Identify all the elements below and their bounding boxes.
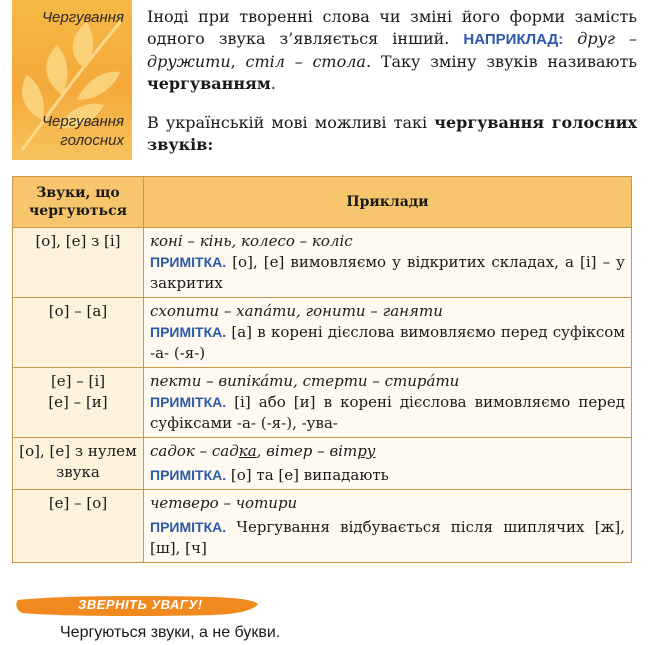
sound-cell: [е] – [о] [13,490,144,563]
sound-cell: [о], [е] з нулем звука [13,438,144,490]
sound-cell: [е] – [і] [е] – [и] [13,368,144,438]
example-cell: пекти – випікáти, стерти – стирáти ПРИМІТКА. [і] або [и] в корені дієслова вимовляємо перед суфіксами -а- (-я-), -ува- [144,368,632,438]
side-label-vowel-alternation: Чергування голосних [41,113,124,149]
side-decoration [12,0,132,160]
intro-paragraph-2: В українській мові можливі такі чергування голосних звуків: [147,113,637,154]
table-row [13,298,632,368]
header-sounds: Звуки, що чергуються [13,177,144,228]
table-row [13,368,632,438]
table-row [13,228,632,298]
example-cell: схопити – хапáти, гонити – ганяти ПРИМІТКА. [а] в корені дієслова вимовляємо перед суфіксом -а- (-я-) [144,298,632,368]
attention-banner: ЗВЕРНІТЬ УВАГУ! [14,594,260,618]
term-vowel-alternation: чергування голосних звуків [147,113,637,154]
sound-cell: [о] – [а] [13,298,144,368]
note-label: ПРИМІТКА. [150,467,227,483]
example-keyword: НАПРИКЛАД: [463,31,564,48]
note-label: ПРИМІТКА. [150,519,227,535]
example-cell: коні – кінь, колесо – коліс ПРИМІТКА. [о], [е] вимовляємо у відкритих складах, а [і] – у закритих [144,228,632,298]
term-alternation: чергуванням [147,74,271,93]
note-label: ПРИМІТКА. [150,324,227,340]
note-label: ПРИМІТКА. [150,254,227,270]
table-row [13,438,632,490]
example-cell: четверо – чотири ПРИМІТКА. Чергування відбувається після шиплячих [ж], [ш], [ч] [144,490,632,563]
example-cell: садок – садка, вітер – вітру ПРИМІТКА. [о] та [е] випадають [144,438,632,490]
table-header-row [13,177,632,228]
intro-paragraph-1: Іноді при творенні слова чи зміні його форми замість одного звука з’являється інший. НАПРИКЛАД: друг – дружити, стіл – стола. Таку зміну звуків називають чергуванням. [147,7,638,93]
sound-cell: [о], [е] з [і] [13,228,144,298]
attention-text: Чергуються звуки, а не букви. [60,624,281,641]
header-examples: Приклади [144,177,632,228]
side-label-alternation: Чергування [41,9,124,26]
alternation-table [12,176,632,563]
note-label: ПРИМІТКА. [150,394,227,410]
table-row [13,490,632,563]
